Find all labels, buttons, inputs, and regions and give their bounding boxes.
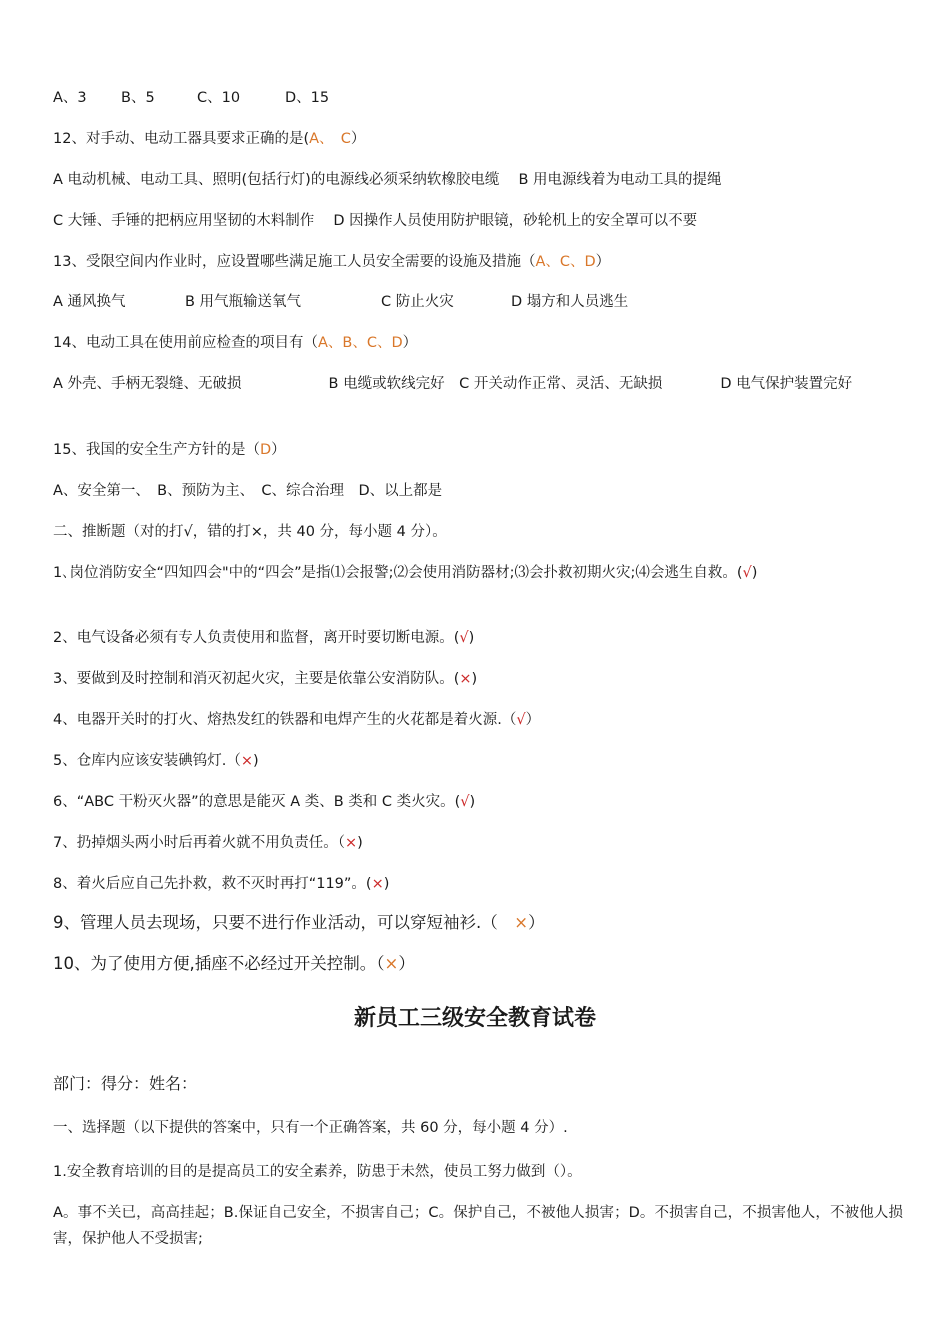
- q11-options: [53, 85, 903, 111]
- judge-9: 9、管理人员去现场，只要不进行作业活动，可以穿短袖衫.（ ×）: [53, 913, 545, 932]
- judge-5: 5、仓库内应该安装碘钨灯.（×): [53, 753, 259, 769]
- q13-answer: A、C、D: [535, 254, 596, 270]
- q11-option-a: A、3: [53, 90, 87, 106]
- q15-stem: 15、我国的安全生产方针的是（D）: [53, 442, 286, 458]
- q14-stem: 14、电动工具在使用前应检查的项目有（A、B、C、D）: [53, 335, 418, 351]
- judge-6: 6、“ABC 干粉灭火器”的意思是能灭 A 类、B 类和 C 类火灾。(√): [53, 794, 476, 810]
- judge-8: 8、着火后应自己先扑救，救不灭时再打“119”。(×): [53, 876, 390, 892]
- mc-1-stem: 1.安全教育培训的目的是提高员工的安全素养，防患于未然，使员工努力做到（）。: [53, 1164, 582, 1180]
- q11-option-d: D、15: [285, 90, 330, 106]
- q12-answer: A、 C: [309, 131, 351, 147]
- judge-10: 10、为了使用方便,插座不必经过开关控制。（×）: [53, 954, 415, 973]
- q13-option-a: A 通风换气: [53, 294, 126, 310]
- judge-10-answer: ×: [384, 954, 399, 973]
- q13-options: [53, 289, 903, 315]
- judge-6-answer: √: [460, 794, 470, 810]
- q15-answer: D: [259, 442, 272, 458]
- judge-2-answer: √: [459, 630, 469, 646]
- q13-option-c: C 防止火灾: [381, 294, 454, 310]
- q12-options-cd: C 大锤、手锤的把柄应用坚韧的木料制作 D 因操作人员使用防护眼镜，砂轮机上的安全罩可以不要: [53, 213, 698, 229]
- judge-9-answer: ×: [514, 913, 529, 932]
- judge-7: 7、扔掉烟头两小时后再着火就不用负责任。（×): [53, 835, 363, 851]
- q13-option-b: B 用气瓶输送氧气: [185, 294, 302, 310]
- judge-2: 2、电气设备必须有专人负责使用和监督，离开时要切断电源。(√): [53, 630, 475, 646]
- q13-option-d: D 塌方和人员逃生: [511, 294, 629, 310]
- judge-7-answer: ×: [344, 835, 358, 851]
- q15-options: A、安全第一、 B、预防为主、 C、综合治理 D、以上都是: [53, 483, 443, 499]
- judge-8-answer: ×: [371, 876, 384, 892]
- judge-3-answer: ×: [459, 671, 472, 687]
- q14-options: A 外壳、手柄无裂缝、无破损 B 电缆或软线完好 C 开关动作正常、灵活、无缺损 D 电气保护装置完好: [53, 376, 853, 392]
- section-2-heading: 二、推断题（对的打√，错的打×，共 40 分，每小题 4 分）。: [53, 524, 447, 540]
- q12-options-ab: A 电动机械、电动工具、照明(包括行灯)的电源线必须采纳软橡胶电缆 B 用电源线着为电动工具的提绳: [53, 172, 722, 188]
- judge-1-answer: √: [742, 565, 752, 581]
- exam-title: 新员工三级安全教育试卷: [353, 1006, 596, 1031]
- judge-4: 4、电器开关时的打火、熔热发红的铁器和电焊产生的火花都是着火源.（√）: [53, 712, 541, 728]
- q11-option-c: C、10: [197, 90, 241, 106]
- judge-3: 3、要做到及时控制和消灭初起火灾，主要是依靠公安消防队。(×): [53, 671, 478, 687]
- judge-4-answer: √: [516, 712, 526, 728]
- q12-stem: 12、对手动、电动工器具要求正确的是(A、 C）: [53, 131, 366, 147]
- mc-1-options: A。事不关已，高高挂起；B.保证自己安全，不损害自己；C。保护自己，不被他人损害；D。不损害自己，不损害他人，不被他人损害，保护他人不受损害;: [53, 1205, 903, 1247]
- judge-1: 1､岗位消防安全“四知四会"中的“四会”是指⑴会报警;⑵会使用消防器材;⑶会扑救初期火灾;⑷会逃生自救。(√): [53, 565, 758, 581]
- header-fields: 部门：得分：姓名：: [53, 1074, 198, 1093]
- judge-5-answer: ×: [240, 753, 253, 769]
- section-1-heading: 一、选择题（以下提供的答案中，只有一个正确答案，共 60 分，每小题 4 分）.: [53, 1120, 568, 1136]
- q13-stem: 13、受限空间内作业时，应设置哪些满足施工人员安全需要的设施及措施（A、C、D）: [53, 254, 611, 270]
- q14-answer: A、B、C、D: [317, 335, 403, 351]
- q11-option-b: B、5: [121, 90, 155, 106]
